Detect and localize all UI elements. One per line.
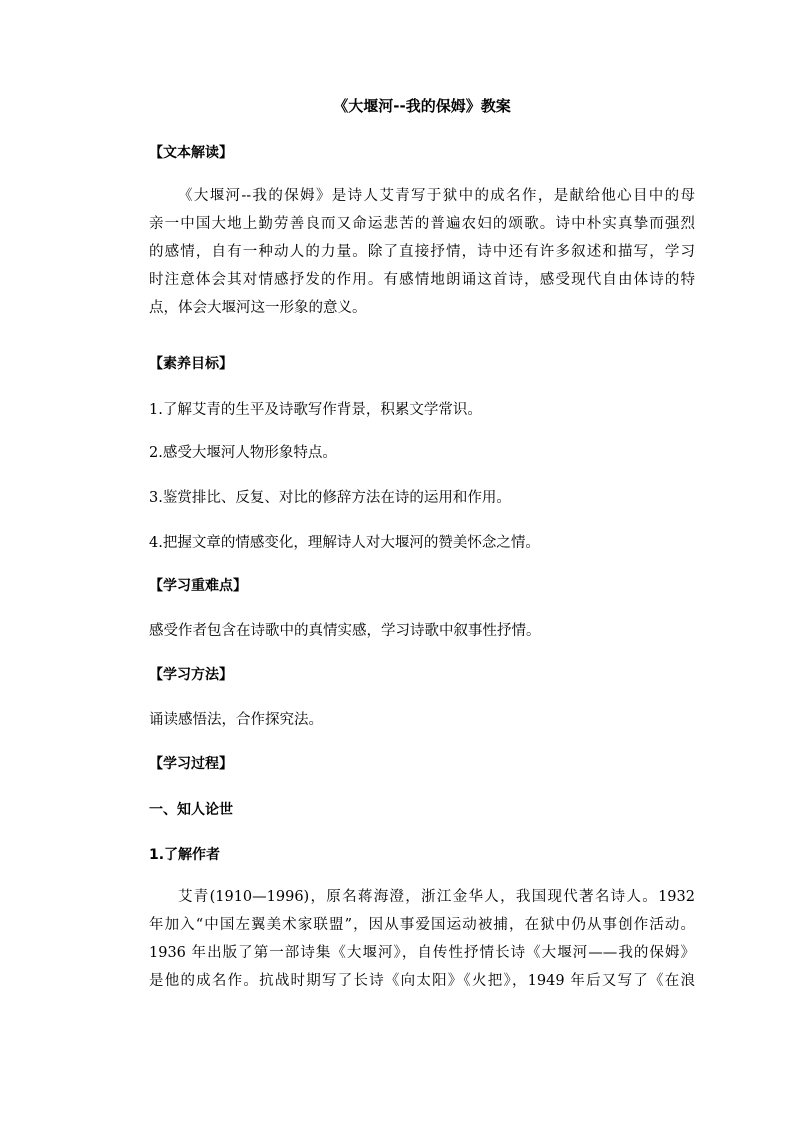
interpretation-line: 时注意体会其对情感抒发的作用。有感情地朗诵这首诗，感受现代自由体诗的特 — [149, 272, 695, 288]
author-line: 1936 年出版了第一部诗集《大堰河》，自传性抒情长诗《大堰河——我的保姆》 — [149, 945, 695, 961]
section-heading-process: 【学习过程】 — [149, 756, 233, 772]
author-line: 是他的成名作。抗战时期写了长诗《向太阳》《火把》，1949 年后又写了《在浪 — [149, 973, 695, 989]
section-heading-difficulties: 【学习重难点】 — [149, 578, 247, 594]
author-line: 艾青(1910—1996)，原名蒋海澄，浙江金华人，我国现代著名诗人。1932 — [178, 889, 695, 905]
goal-item: 1.了解艾青的生平及诗歌写作背景，积累文学常识。 — [149, 402, 482, 418]
section-heading-interpretation: 【文本解读】 — [149, 145, 233, 161]
methods-text: 诵读感悟法，合作探究法。 — [149, 712, 323, 728]
author-line: 年加入“中国左翼美术家联盟”，因从事爱国运动被捕，在狱中仍从事创作活动。 — [149, 917, 695, 933]
interpretation-paragraph — [149, 182, 695, 322]
goal-item: 3.鉴赏排比、反复、对比的修辞方法在诗的运用和作用。 — [149, 490, 511, 506]
author-paragraph — [149, 883, 695, 995]
interpretation-line: 的感情，自有一种动人的力量。除了直接抒情，诗中还有许多叙述和描写，学习 — [149, 244, 695, 260]
process-subsubheading: 1.了解作者 — [149, 847, 221, 863]
process-subheading: 一、知人论世 — [149, 802, 233, 818]
document-title: 《大堰河--我的保姆》教案 — [333, 97, 511, 115]
section-heading-methods: 【学习方法】 — [149, 667, 233, 683]
interpretation-line: 亲一中国大地上勤劳善良而又命运悲苦的普遍农妇的颂歌。诗中朴实真挚而强烈 — [149, 216, 695, 232]
interpretation-line: 点，体会大堰河这一形象的意义。 — [149, 300, 367, 316]
difficulties-text: 感受作者包含在诗歌中的真情实感，学习诗歌中叙事性抒情。 — [149, 623, 541, 639]
goal-item: 2.感受大堰河人物形象特点。 — [149, 445, 337, 461]
section-heading-goals: 【素养目标】 — [149, 356, 233, 372]
goal-item: 4.把握文章的情感变化，理解诗人对大堰河的赞美怀念之情。 — [149, 535, 540, 551]
interpretation-line: 《大堰河--我的保姆》是诗人艾青写于狱中的成名作，是献给他心目中的母 — [178, 188, 695, 204]
